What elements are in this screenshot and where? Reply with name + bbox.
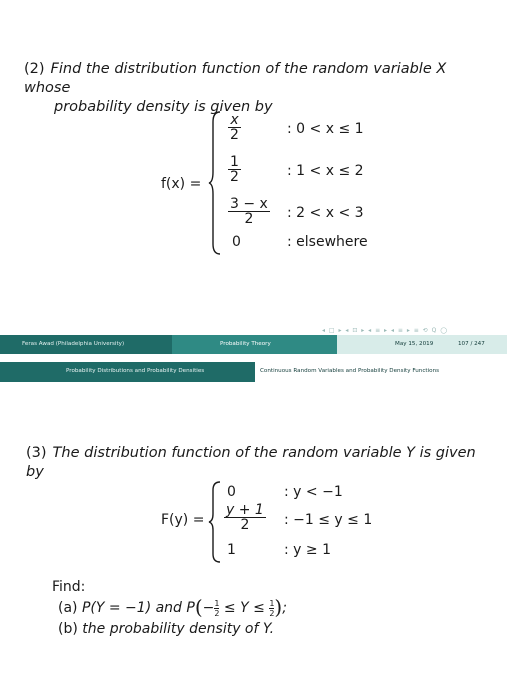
footer-course-box bbox=[172, 335, 337, 354]
pdf-case-2-cond: : 1 < x ≤ 2 bbox=[287, 163, 364, 179]
footer-author-box bbox=[0, 335, 172, 354]
problem-3-number: (3) bbox=[26, 445, 47, 461]
slide-problem-2 bbox=[0, 0, 507, 341]
footer-page-number: 107 / 247 bbox=[458, 341, 485, 347]
footer-author: Feras Awad (Philadelphia University) bbox=[22, 341, 125, 347]
beamer-navigation-icons[interactable]: ◂ □ ▸ ◂ ⊡ ▸ ◂ ≡ ▸ ◂ ≡ ▸ ≡ ⟲ Q ◯ bbox=[322, 327, 448, 334]
problem-2-text bbox=[24, 60, 493, 117]
cdf-case-3-cond: : y ≥ 1 bbox=[284, 542, 331, 558]
cdf-case-1-cond: : y < −1 bbox=[284, 484, 343, 500]
pdf-case-3-cond: : 2 < x < 3 bbox=[287, 205, 364, 221]
cdf-case-2-expr: $\frac{y + 1}{2}$ bbox=[226, 502, 264, 533]
pdf-case-4-expr: 0 bbox=[232, 234, 241, 250]
item-a-label: (a) bbox=[58, 600, 78, 616]
find-item-a: (a) P(Y = −1) and P(− $\frac{1}{2}$ ≤ Y ≤ $\frac{1}{2}$ ); bbox=[58, 595, 287, 619]
find-label: Find: bbox=[52, 579, 86, 595]
pdf-left-brace bbox=[208, 110, 222, 256]
header-section: Probability Distributions and Probability Densities bbox=[66, 368, 205, 374]
slide-problem-3 bbox=[0, 362, 507, 700]
problem-3-line1: The distribution function of the random variable Y is given by bbox=[26, 445, 476, 480]
cdf-case-3-expr: 1 bbox=[227, 542, 236, 558]
cdf-case-1-expr: 0 bbox=[227, 484, 236, 500]
item-b-text: the probability density of Y. bbox=[82, 621, 275, 637]
cdf-left-brace bbox=[208, 480, 222, 564]
problem-2-line2: probability density is given by bbox=[54, 99, 273, 115]
footer-course: Probability Theory bbox=[220, 341, 271, 347]
problem-2-line1: Find the distribution function of the random variable X whose bbox=[24, 61, 447, 96]
problem-3-text bbox=[26, 444, 493, 482]
pdf-case-1-cond: : 0 < x ≤ 1 bbox=[287, 121, 364, 137]
footer-info-box bbox=[337, 335, 507, 354]
pdf-case-3-expr: $\frac{3 - x}{2}$ bbox=[230, 196, 268, 227]
pdf-function-name: f(x) = bbox=[161, 176, 202, 192]
find-item-b bbox=[58, 620, 274, 639]
item-a-text: P(Y = −1) and P bbox=[81, 600, 195, 616]
problem-2-number: (2) bbox=[24, 61, 45, 77]
beamer-footer bbox=[0, 327, 507, 354]
cdf-case-2-cond: : −1 ≤ y ≤ 1 bbox=[284, 512, 373, 528]
pdf-case-1-expr: $\frac{x}{2}$ bbox=[230, 112, 239, 143]
footer-date: May 15, 2019 bbox=[395, 341, 434, 347]
pdf-case-4-cond: : elsewhere bbox=[287, 234, 368, 250]
header-subsection: Continuous Random Variables and Probability Density Functions bbox=[260, 368, 440, 374]
item-b-label: (b) bbox=[58, 621, 78, 637]
cdf-function-name: F(y) = bbox=[161, 512, 205, 528]
pdf-case-2-expr: $\frac{1}{2}$ bbox=[230, 154, 239, 185]
